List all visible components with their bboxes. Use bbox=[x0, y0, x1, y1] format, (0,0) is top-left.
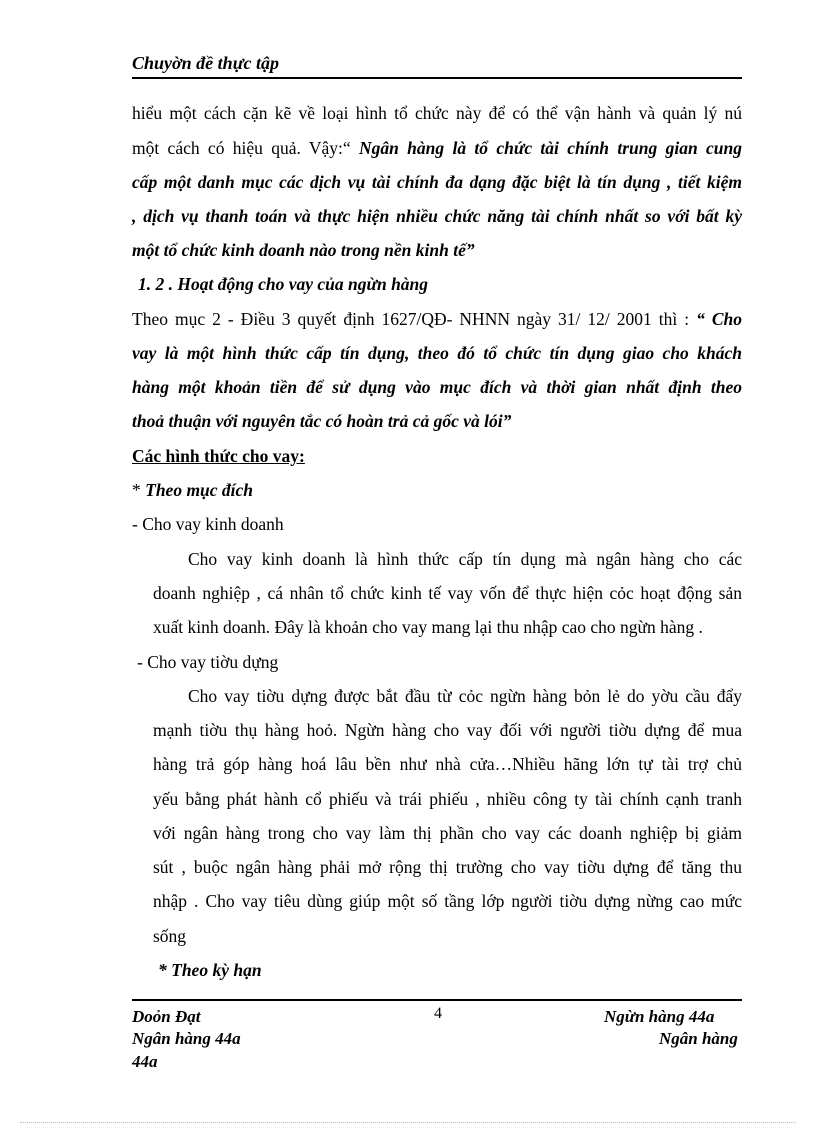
paragraph-line: hàng trả góp hàng hoá lâu bền như nhà cửa…Nhiều hãng lớn tự tài trợ chủ bbox=[153, 754, 742, 774]
footer-rule bbox=[132, 999, 742, 1001]
page-header bbox=[132, 53, 742, 79]
paragraph-line bbox=[132, 308, 742, 330]
quote-open: “ Cho bbox=[696, 309, 743, 329]
paragraph-line bbox=[132, 137, 742, 159]
page-number: 4 bbox=[434, 1005, 442, 1022]
footer-left-bottom: 44a bbox=[132, 1052, 158, 1071]
quote-text: hàng một khoản tiền để sử dụng vào mục đích và thời gian nhất định theo bbox=[132, 377, 742, 397]
paragraph-line: doanh nghiệp , cá nhân tổ chức kinh tế vay vốn để thực hiện cỏc hoạt động sản bbox=[153, 583, 742, 603]
paragraph-line: Cho vay kinh doanh là hình thức cấp tín dụng mà ngân hàng cho các bbox=[188, 549, 742, 569]
footer-right-mid: Ngân hàng bbox=[659, 1029, 738, 1048]
term-heading: * Theo kỳ hạn bbox=[158, 960, 262, 980]
definition-text: , dịch vụ thanh toán và thực hiện nhiều chức năng tài chính nhất so với bất kỳ bbox=[132, 206, 742, 226]
list-item-business: - Cho vay kinh doanh bbox=[132, 514, 284, 534]
paragraph-line: mạnh tiờu thụ hàng hoỏ. Ngừn hàng cho vay đối với người tiờu dựng để mua bbox=[153, 720, 742, 740]
quote-text: thoả thuận với nguyên tắc có hoàn trả cả gốc và lói” bbox=[132, 411, 512, 431]
paragraph-line: sút , buộc ngân hàng phải mở rộng thị trường cho vay tiờu dựng để tăng thu bbox=[153, 857, 742, 877]
list-item-consumer: - Cho vay tiờu dựng bbox=[137, 652, 279, 672]
forms-heading: Các hình thức cho vay: bbox=[132, 446, 305, 466]
paragraph-line: sống bbox=[153, 926, 187, 946]
paragraph-line: xuất kinh doanh. Đây là khoản cho vay mang lại thu nhập cao cho ngừn hàng . bbox=[153, 617, 703, 637]
purpose-heading-line bbox=[132, 479, 253, 501]
footer-right-top: Ngừn hàng 44a bbox=[604, 1007, 715, 1026]
header-title: Chuyờn đề thực tập bbox=[132, 53, 279, 73]
quote-text: vay là một hình thức cấp tín dụng, theo đó tổ chức tín dụng giao cho khách bbox=[132, 343, 742, 363]
bullet-star: * bbox=[132, 480, 141, 500]
text-span: Theo mục 2 - Điều 3 quyết định 1627/QĐ- NHNN ngày 31/ 12/ 2001 thì : bbox=[132, 309, 690, 329]
paragraph-line: yếu bằng phát hành cổ phiếu và trái phiếu , nhiều công ty tài chính cạnh tranh bbox=[153, 789, 742, 809]
section-heading: 1. 2 . Hoạt động cho vay của ngừn hàng bbox=[138, 274, 429, 294]
paragraph-line: hiểu một cách cặn kẽ về loại hình tổ chức này để có thể vận hành và quản lý nú bbox=[132, 103, 742, 123]
definition-text: một tổ chức kinh doanh nào trong nền kinh tế” bbox=[132, 240, 475, 260]
definition-text: cấp một danh mục các dịch vụ tài chính đa dạng đặc biệt là tín dụng , tiết kiệm bbox=[132, 172, 742, 192]
footer-left-mid: Ngân hàng 44a bbox=[132, 1029, 241, 1048]
purpose-heading: Theo mục đích bbox=[145, 480, 254, 500]
definition-text: Ngân hàng là tổ chức tài chính trung gian cung bbox=[358, 138, 742, 158]
footer-author: Doỏn Đạt bbox=[132, 1007, 201, 1026]
paragraph-line: Cho vay tiờu dựng được bắt đầu từ cỏc ngừn hàng bỏn lẻ do yờu cầu đẩy bbox=[188, 686, 742, 706]
paragraph-line: với ngân hàng trong cho vay làm thị phần cho vay các doanh nghiệp bị giảm bbox=[153, 823, 742, 843]
paragraph-line: nhập . Cho vay tiêu dùng giúp một số tầng lớp người tiờu dựng nừng cao mức bbox=[153, 891, 742, 911]
text-span: một cách có hiệu quả. Vậy:“ bbox=[132, 138, 351, 158]
